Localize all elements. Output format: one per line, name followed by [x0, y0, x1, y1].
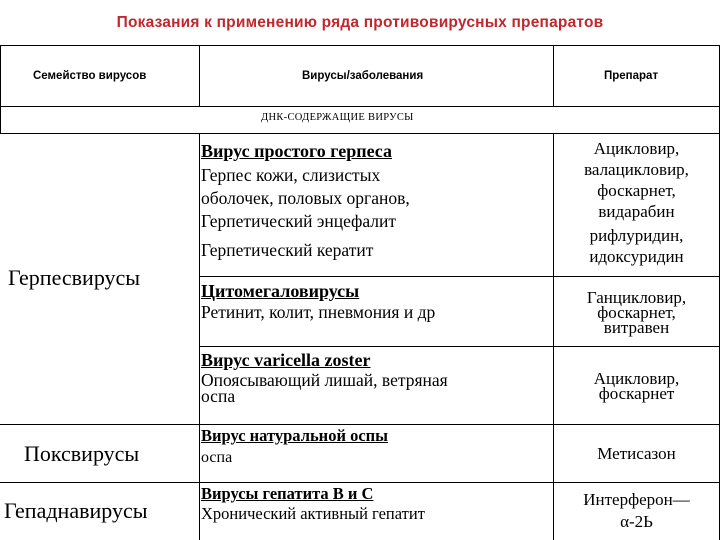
table-border-left: [0, 45, 1, 134]
header-divider: [0, 106, 720, 107]
row-vzv-drugs: [554, 371, 719, 401]
table-border-top: [0, 45, 720, 46]
row-hepatitis-drugs: [554, 489, 719, 533]
page-title: Показания к применению ряда противовирусных препаратов: [116, 14, 604, 31]
header-family: Семейство вирусов: [33, 70, 147, 82]
drug-line: фоскарнет,: [597, 303, 676, 322]
virus-description-line: Опоясывающий лишай, ветряная: [201, 370, 448, 390]
virus-description-line: Герпес кожи, слизистых: [201, 165, 381, 185]
drug-line: видарабин: [598, 202, 675, 221]
virus-description-line: Ретинит, колит, пневмония и др: [201, 302, 436, 322]
row-divider-4: [0, 482, 720, 483]
row-vzv-viruses: [201, 350, 551, 404]
row-hsv-drugs: [554, 138, 719, 267]
virus-description-line: Герпетический энцефалит: [201, 211, 397, 231]
virus-name: Цитомегаловирусы: [201, 281, 360, 301]
drug-line: валацикловир,: [584, 160, 689, 179]
row-smallpox-drugs: [554, 443, 719, 464]
drug-line: идоксуридин: [589, 247, 684, 266]
row-hsv-viruses: [201, 141, 551, 262]
section-label: ДНК-СОДЕРЖАЩИЕ ВИРУСЫ: [261, 112, 414, 123]
row-cmv-viruses: [201, 281, 551, 324]
column-divider-1: [199, 45, 200, 107]
drug-line: фоскарнет,: [597, 181, 676, 200]
header-drug: Препарат: [604, 70, 659, 82]
virus-description-line: Герпетический кератит: [201, 240, 374, 260]
drug-line: рифлуридин,: [589, 226, 684, 245]
virus-name: Вирус простого герпеса: [201, 141, 393, 161]
virus-name: Вирус varicella zoster: [201, 350, 371, 370]
family-poxviruses: Поксвирусы: [24, 441, 140, 466]
row-divider-3: [0, 424, 720, 425]
family-herpesviruses: Герпесвирусы: [8, 265, 141, 290]
drug-line: Ацикловир,: [593, 139, 680, 158]
column-divider-1-body: [199, 133, 200, 540]
drug-line: фоскарнет: [598, 384, 675, 403]
row-cmv-drugs: [554, 290, 719, 335]
drug-line: Интерферон—: [583, 490, 690, 509]
family-hepadnaviruses: Гепаднавирусы: [4, 498, 148, 523]
virus-description-line: Хронический активный гепатит: [201, 504, 425, 523]
section-divider: [0, 133, 720, 134]
drug-line: витравен: [603, 318, 670, 337]
row-divider-2: [199, 346, 720, 347]
virus-description-line: оспа: [201, 449, 233, 466]
drug-line: α-2Ь: [620, 512, 653, 531]
row-divider-1: [199, 276, 720, 277]
virus-name: Вирус натуральной оспы: [201, 426, 389, 445]
row-smallpox-viruses: [201, 426, 551, 469]
virus-name: Вирусы гепатита В и С: [201, 484, 374, 503]
header-viruses: Вирусы/заболевания: [302, 70, 424, 82]
virus-description-line: оболочек, половых органов,: [201, 188, 410, 208]
drug-line: Ганцикловир,: [586, 288, 687, 307]
drug-line: Метисазон: [597, 444, 676, 463]
drug-line: Ацикловир,: [593, 369, 680, 388]
column-divider-2: [553, 45, 554, 107]
row-hepatitis-viruses: [201, 484, 551, 523]
virus-description-line: оспа: [201, 386, 236, 406]
